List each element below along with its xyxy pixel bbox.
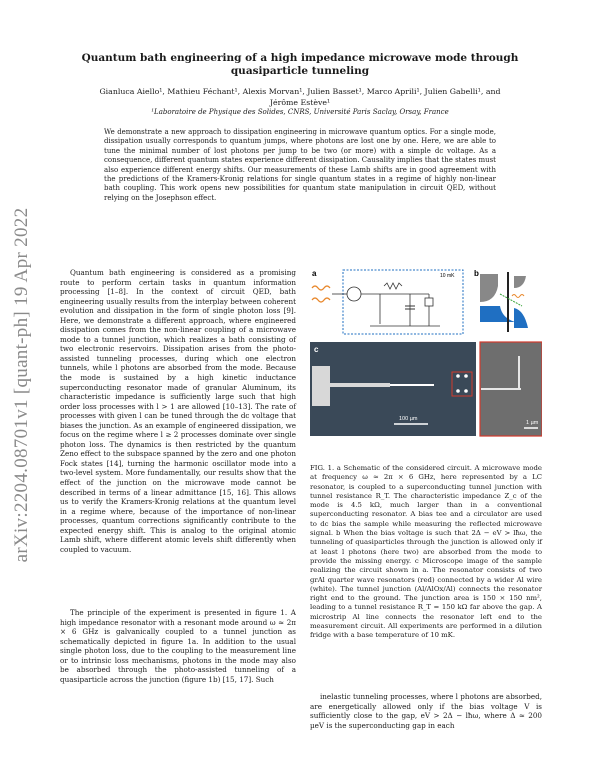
photon-icon <box>512 295 524 298</box>
filled-states-left <box>480 274 498 302</box>
scale-label-small: 1 µm <box>526 420 539 426</box>
tunnel-arrow <box>500 294 522 306</box>
author-list: Gianluca Aiello¹, Mathieu Féchant¹, Alexis Morvan¹, Julien Basset¹, Marco Aprili¹, Julien Gabelli¹, and Jérôme Estève¹ <box>99 87 501 107</box>
arxiv-stamp <box>4 200 40 570</box>
panel-a-label: a <box>312 269 317 278</box>
paper-title: Quantum bath engineering of a high impedance microwave mode through quasiparticle tunneling <box>81 52 519 77</box>
body-column-left <box>60 268 296 554</box>
output-wave-icon <box>312 298 330 302</box>
states-right <box>514 308 528 328</box>
panel-c-label: c <box>314 345 319 354</box>
affiliation: ¹Laboratoire de Physique des Solides, CNRS, Université Paris Saclay, Orsay, France <box>151 108 449 116</box>
abstract: We demonstrate a new approach to dissipation engineering in microwave quantum optics. For a single mode, dissipation usually corresponds to quantum jumps, where photons are lost one by one. Here, we are able to tune the minimal number of lost photons per jump to be two (or more) with a simple dc voltage. As a consequence, different quantum states experience different dissipation. Causality implies that the states must also experience different energy shifts. Our measurements of these Lamb shifts are in good agreement with the predictions of the Kramers-Kronig relations for single quantum states in a regime of highly non-linear bath coupling. This work opens new possibilities for quantum state manipulation in circuit QED, without relying on the Josephson effect. <box>104 128 496 202</box>
body-paragraph-3: inelastic tunneling processes, where l photons are absorbed, are energetically allowed only if the bias voltage V is sufficiently close to the gap, eV > 2Δ − lħω, where Δ ≈ 200 µeV is the superconducting gap in each <box>310 692 542 730</box>
junction-icon <box>425 298 433 306</box>
figure-1-graphic <box>310 266 542 438</box>
input-wave-icon <box>312 286 330 290</box>
figure-1 <box>310 266 542 438</box>
filled-states-right <box>514 276 526 288</box>
microscope-image <box>310 342 476 436</box>
al-wire <box>390 384 434 386</box>
body-paragraph-2: The principle of the experiment is presented in figure 1. A high impedance resonator with a resonant mode around ω ≈ 2π × 6 GHz is galvanically coupled to a tunnel junction as schematically depicted in figure 1a. In addition to the usual single photon loss, due to the coupling to the measurement line or to intrinsic loss mechanisms, photons in the mode may also be absorbed through the photo-assisted tunneling of a quasiparticle across the junction (figure 1b) [15, 17]. Such <box>60 608 296 684</box>
arxiv-stamp-text: arXiv:2204.08701v1 [quant-ph] 19 Apr 2022 <box>11 207 32 563</box>
inductor-icon <box>384 283 402 289</box>
microstrip-line <box>330 383 390 387</box>
temp-label: 10 mK <box>440 273 455 279</box>
figure-caption: FIG. 1. a Schematic of the considered circuit. A microwave mode at frequency ω ≈ 2π × 6 GHz, here represented by a LC resonator, is coupled to a superconducting tunnel junction with tunnel resistance R_T. The characteristic impedance Z_c of the mode is 4.5 kΩ, much larger than in a conventional superconducting resonator. A bias tee and a circulator are used to dc bias the sample while measuring the reflected microwave signal. b When the bias voltage is such that 2Δ − eV > lħω, the tunneling of quasiparticles through the junction is allowed only if at least l photons (here two) are absorbed from the mode to provide the missing energy. c Microscope image of the sample realizing the circuit shown in a. The resonator consists of two grAl quarter wave resonators (red) connected by a wider Al wire (white). The tunnel junction (Al/AlOx/Al) connects the resonator right end to the ground. The junction area is 150 × 150 nm², leading to a tunnel resistance R_T = 150 kΩ far above the gap. A microstrip Al line connects the resonator left end to the measurement circuit. All experiments are performed in a dilution fridge with a base temperature of 10 mK. <box>310 464 542 640</box>
launch-pad <box>312 366 330 406</box>
scale-label-large: 100 µm <box>399 416 418 422</box>
body-paragraph-1: Quantum bath engineering is considered as a promising route to perform certain tasks in quantum information processing [1–8]. In the context of circuit QED, bath engineering usually results from the interplay between coherent evolution and dissipation in the form of single photon loss [9]. Here, we demonstrate a different approach, where engineered dissipation comes from the non-linear coupling of a microwave mode to a tunnel junction, which realizes a bath consisting of two electronic reservoirs. Dissipation arises from the photo-assisted tunneling processes, during which one electron tunnels, while l photons are absorbed from the mode. Because the mode is sustained by a high kinetic inductance superconducting resonator made of granular Aluminum, its characteristic impedance is sufficiently large such that high order loss processes with l > 1 are allowed [10–13]. The rate of processes with given l can be tuned through the dc voltage that biases the junction. As an example of engineered dissipation, we focus on the regime where l ≥ 2 processes dominate over single photon loss. The dynamics is then restricted by the quantum Zeno effect to the subspace spanned by the zero and one photon Fock states [14], turning the harmonic oscillator mode into a two-level system. More fundamentally, our results show that the effect of the junction on the microwave mode cannot be described in terms of a linear admittance [15, 16]. This allows us to verify the Kramers-Kronig relations at the quantum level in a regime where, because of the importance of non-linear processes, quantum corrections significantly contribute to the expected energy shift. This is analog to the original atomic Lamb shift, where different atomic levels shift differently when coupled to vacuum. <box>60 268 296 554</box>
circulator-icon <box>347 287 361 301</box>
fridge-box <box>343 270 463 334</box>
empty-states-left <box>480 306 515 322</box>
body-column-left-lower <box>60 608 296 684</box>
body-column-right <box>310 692 542 730</box>
panel-b-label: b <box>474 269 479 278</box>
